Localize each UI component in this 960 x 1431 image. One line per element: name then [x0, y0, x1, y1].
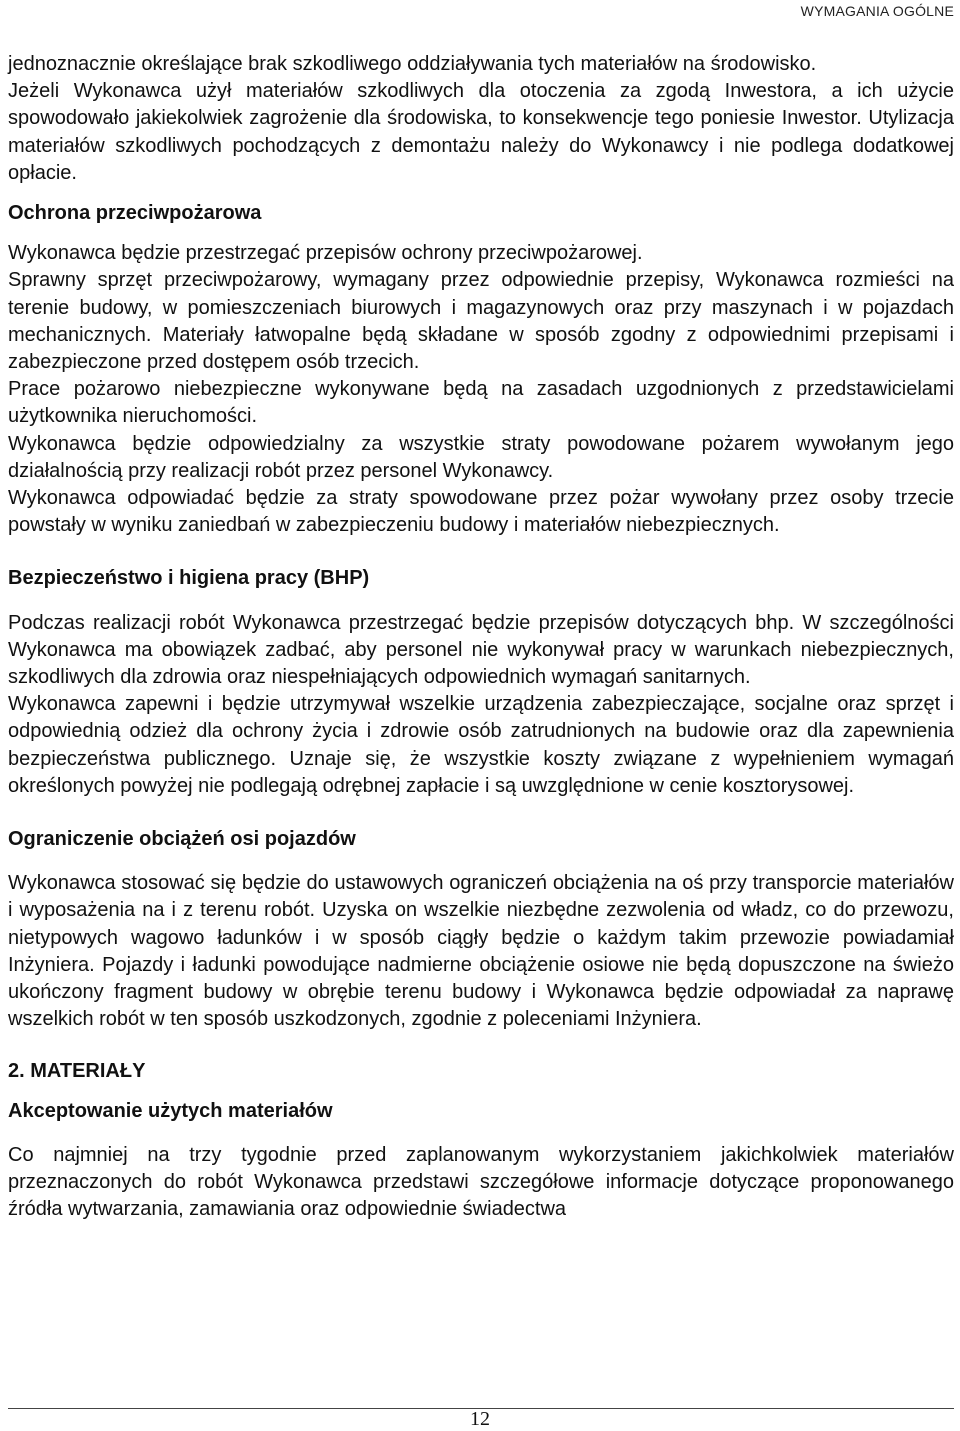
section-heading-axle-loads: Ograniczenie obciążeń osi pojazdów [8, 828, 356, 851]
paragraph: Prace pożarowo niebezpieczne wykonywane będą na zasadach uzgodnionych z przedstawicielami użytkownika nieruchomości. [8, 378, 954, 428]
spacer [8, 1085, 954, 1098]
spacer [8, 227, 954, 240]
spacer [8, 1034, 954, 1058]
paragraph: Wykonawca będzie odpowiedzialny za wszystkie straty powodowane pożarem wywołanym jego działalnością przy realizacji robót przez personel Wykonawcy. [8, 432, 954, 482]
paragraph: jednoznacznie określające brak szkodliwego oddziaływania tych materiałów na środowisko. [8, 53, 817, 75]
section-heading-fire-protection: Ochrona przeciwpożarowa [8, 202, 262, 225]
spacer [8, 1125, 954, 1142]
section-heading-material-acceptance: Akceptowanie użytych materiałów [8, 1099, 333, 1122]
spacer [8, 187, 954, 200]
page-number: 12 [470, 1408, 490, 1430]
paragraph: Jeżeli Wykonawca użył materiałów szkodliwych dla otoczenia za zgodą Inwestora, a ich użycie spowodowało jakiekolwiek zagrożenie dla środowiska, to konsekwencje tego poniesie Inwestor. Utylizacja materiałów szkodliwych pochodzących z demontażu należy do Wykonawcy i nie podlega dodatkowej opłacie. [8, 80, 954, 184]
spacer [8, 539, 954, 565]
section-heading-bhp: Bezpieczeństwo i higiena pracy (BHP) [8, 567, 370, 590]
paragraph: Wykonawca stosować się będzie do ustawowych ograniczeń obciążenia na oś przy transporcie materiałów i wyposażenia na i z terenu robót. Uzyska on wszelkie niezbędne zezwolenia od władz, co do przewozu, nietypowych wagowo ładunków i w sposób ciągły będzie o każdym takim przewozie powiadamiał Inżyniera. Pojazdy i ładunki powodujące nadmierne obciążenie osiowe nie będą dopuszczone na świeżo ukończony fragment budowy w obrębie terenu budowy i Wykonawca będzie odpowiadał za naprawę wszelkich robót w ten sposób uszkodzonych, zgodnie z poleceniami Inżyniera. [8, 872, 954, 1031]
spacer [8, 800, 954, 826]
paragraph: Wykonawca odpowiadać będzie za straty spowodowane przez pożar wywołany przez osoby trzecie powstały w wyniku zaniedbań w zabezpieczeniu budowy i materiałów niebezpiecznych. [8, 487, 954, 537]
chapter-heading-materials: 2. MATERIAŁY [8, 1059, 146, 1082]
paragraph: Sprawny sprzęt przeciwpożarowy, wymagany przez odpowiednie przepisy, Wykonawca rozmieści na terenie budowy, w pomieszczeniach biurowych i magazynowych oraz przy maszynach i w pojazdach mechanicznych. Materiały łatwopalne będą składane w sposób zgodny z odpowiednimi przepisami i zabezpieczone przed dostępem osób trzecich. [8, 269, 954, 374]
document-body [8, 51, 954, 1224]
paragraph: Wykonawca będzie przestrzegać przepisów ochrony przeciwpożarowej. [8, 242, 643, 265]
paragraph: Co najmniej na trzy tygodnie przed zaplanowanym wykorzystaniem jakichkolwiek materiałów przeznaczonych do robót Wykonawca przedstawi szczegółowe informacje dotyczące proponowanego źródła wytwarzania, zamawiania oraz odpowiednie świadectwa [8, 1143, 954, 1221]
spacer [8, 853, 954, 870]
paragraph: Wykonawca zapewni i będzie utrzymywał wszelkie urządzenia zabezpieczające, socjalne oraz sprzęt i odpowiednią odzież dla ochrony życia i zdrowie osób zatrudnionych na budowie oraz dla zapewnienia bezpieczeństwa publicznego. Uznaje się, że wszystkie koszty związane z wypełnieniem wymagań określonych powyżej nie podlegają odrębnej zapłacie i są uwzględnione w cenie kosztorysowej. [8, 693, 954, 797]
spacer [8, 593, 954, 610]
paragraph: Podczas realizacji robót Wykonawca przestrzegać będzie przepisów dotyczących bhp. W szczególności Wykonawca ma obowiązek zadbać, aby personel nie wykonywał pracy w warunkach niebezpiecznych, szkodliwych dla zdrowia oraz niespełniających odpowiednich wymagań sanitarnych. [8, 611, 954, 689]
running-header: WYMAGANIA OGÓLNE [800, 3, 954, 19]
